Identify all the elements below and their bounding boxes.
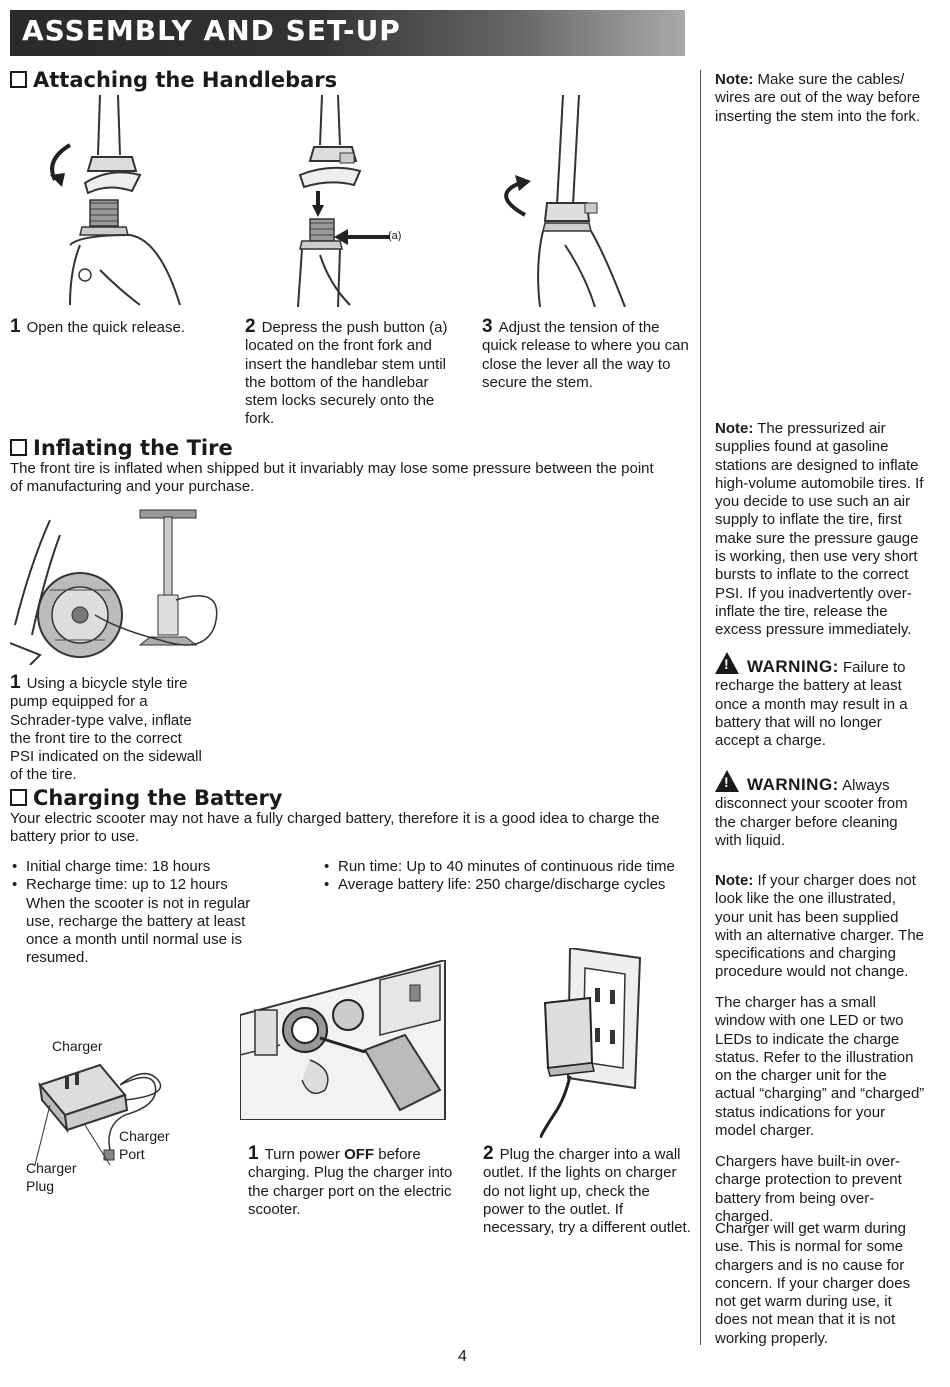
handlebar-step-3: 3 Adjust the tension of the quick release to where you can close the lever all the way to secure the stem. <box>482 316 689 391</box>
page-number: 4 <box>458 1348 467 1365</box>
sidebar-warning-1: !WARNING: Failure to recharge the battery at least once a month may result in a battery that will no longer accept a charge. <box>715 652 925 750</box>
sidebar-note-3: Note: If your charger does not look like the one illustrated, your unit has been supplied with an alternative charger. The specifications and charging procedure would not change. <box>715 872 925 981</box>
checkbox-icon <box>10 71 27 88</box>
battery-heading: Charging the Battery <box>10 786 283 810</box>
callout-a: (a) <box>388 230 402 242</box>
sidebar-paragraph-2: Chargers have built-in over-charge protection to prevent battery from being over-charged. <box>715 1153 902 1225</box>
column-divider <box>700 70 701 1345</box>
warning-icon <box>715 652 739 674</box>
handlebar-step3-illustration <box>495 95 655 307</box>
charger-port-label: Charger Port <box>119 1128 170 1162</box>
battery-step-1: 1 Turn power OFF before charging. Plug the charger into the charger port on the electric scooter. <box>248 1143 453 1218</box>
tire-intro: The front tire is inflated when shipped but it invariably may lose some pressure between the point of manufacturing and your purchase. <box>10 460 654 496</box>
handlebar-step-2: 2 Depress the push button (a) located on the front fork and insert the handlebar stem until the bottom of the handlebar stem locks securely onto the fork. <box>245 316 448 428</box>
list-item: • Initial charge time: 18 hours <box>10 858 255 876</box>
charger-label: Charger <box>52 1038 103 1054</box>
battery-step-2: 2 Plug the charger into a wall outlet. If the lights on charger do not light up, check the power to the outlet. If necessary, try a different outlet. <box>483 1143 691 1237</box>
warning-icon <box>715 770 739 792</box>
battery-intro: Your electric scooter may not have a fully charged battery, therefore it is a good idea to charge the battery prior to use. <box>10 810 660 846</box>
battery-specs-left <box>10 858 255 968</box>
handlebar-step1-illustration <box>40 95 200 307</box>
wall-outlet-illustration <box>540 948 650 1138</box>
sidebar-paragraph-3: Charger will get warm during use. This is normal for some chargers and is no cause for concern. If your charger does not get warm during use, it does not mean that it is not working properly. <box>715 1220 911 1347</box>
tire-pump-illustration <box>10 505 220 665</box>
handlebar-step2-illustration <box>290 95 420 307</box>
tire-step-1: 1 Using a bicycle style tire pump equipped for a Schrader-type valve, inflate the front tire to the correct PSI indicated on the sidewall of the tire. <box>10 672 202 784</box>
handlebar-step-1: 1 Open the quick release. <box>10 316 186 337</box>
sidebar-note-1: Note: Make sure the cables/ wires are out of the way before inserting the stem into the fork. <box>715 71 921 125</box>
checkbox-icon <box>10 789 27 806</box>
tire-heading: Inflating the Tire <box>10 436 233 460</box>
page-title: ASSEMBLY AND SET-UP <box>22 14 401 47</box>
handlebars-heading: Attaching the Handlebars <box>10 68 337 92</box>
charger-port-illustration <box>240 960 450 1120</box>
sidebar-warning-2: !WARNING: Always disconnect your scooter from the charger before cleaning with liquid. <box>715 770 925 850</box>
battery-specs-right <box>322 858 692 895</box>
checkbox-icon <box>10 439 27 456</box>
sidebar-note-2: Note: The pressurized air supplies found at gasoline stations are designed to inflate high-volume automobile tires. If you decide to use such an air supply to inflate the tire, first make sure the pressure gauge is working, then use very short bursts to inflate to the correct PSI. If you inadvertently over-inflate the tire, release the excess pressure immediately. <box>715 420 924 639</box>
list-item: • Recharge time: up to 12 hours When the scooter is not in regular use, recharge the battery at least once a month until normal use is resumed. <box>10 876 255 967</box>
list-item: • Average battery life: 250 charge/discharge cycles <box>322 876 692 894</box>
sidebar-paragraph-1: The charger has a small window with one LED or two LEDs to indicate the charge status. Refer to the illustration on the charger unit for the actual “charging” and “charged” status indications for your model charger. <box>715 994 925 1140</box>
charger-plug-label: Charger Plug <box>26 1160 77 1194</box>
list-item: • Run time: Up to 40 minutes of continuous ride time <box>322 858 692 876</box>
